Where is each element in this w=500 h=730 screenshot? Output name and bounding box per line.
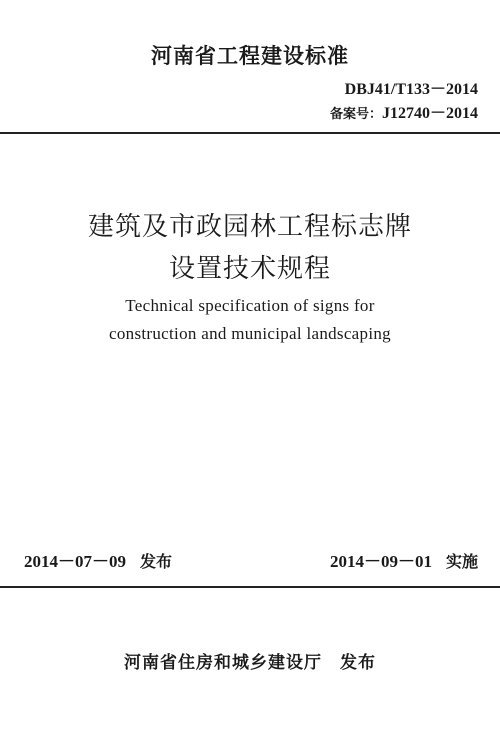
- record-label: 备案号：: [329, 107, 382, 122]
- issue-date: 2014－07－09: [24, 552, 126, 571]
- standard-number: DBJ41/T133－2014: [344, 81, 478, 98]
- title-cn-line1: 建筑及市政园林工程标志牌: [87, 212, 412, 242]
- implementation-date: 2014－09－01: [329, 552, 432, 571]
- standard-category: 河南省工程建设标准: [151, 44, 349, 68]
- title-cn-line2: 设置技术规程: [168, 254, 331, 284]
- issue-label: 发布: [140, 552, 173, 571]
- record-number-line: [330, 100, 478, 123]
- issuer-name: 河南省住房和城乡建设厅: [124, 653, 322, 673]
- issuer-line: [0, 648, 500, 673]
- record-number: J12740－2014: [381, 105, 478, 122]
- bottom-divider: [0, 586, 500, 588]
- issuer-action: 发布: [340, 653, 376, 673]
- issue-date-line: [24, 547, 172, 572]
- title-en-line1: Technical specification of signs for: [125, 296, 375, 315]
- top-divider: [0, 132, 500, 134]
- implementation-label: 实施: [445, 552, 478, 571]
- title-en-line2: construction and municipal landscaping: [109, 324, 391, 343]
- implementation-date-line: [330, 547, 478, 572]
